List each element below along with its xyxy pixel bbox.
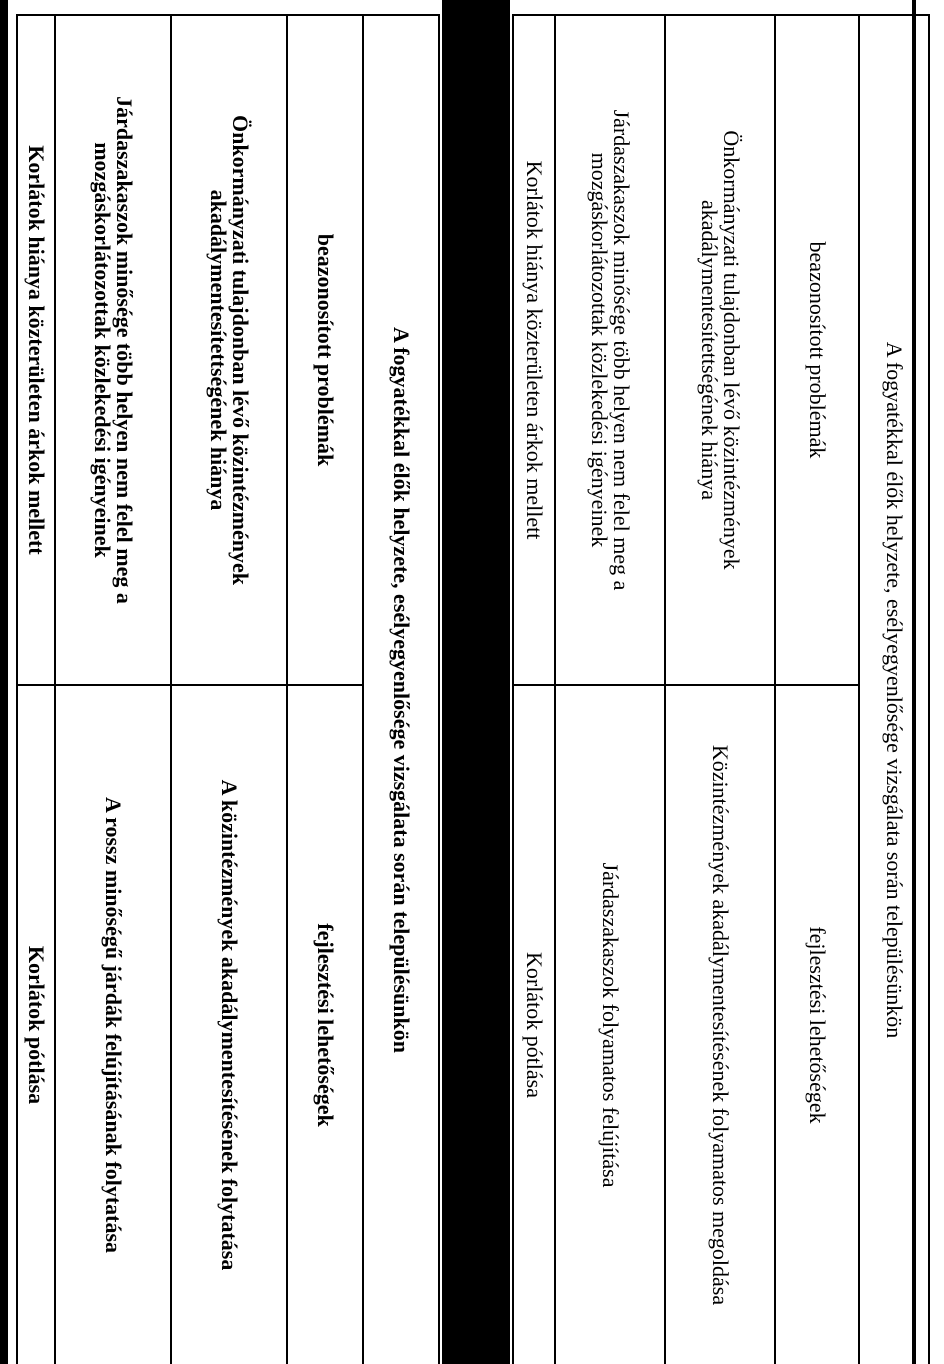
table-row (171, 15, 287, 1364)
table-bottom-header-options: fejlesztési lehetőségek (287, 685, 363, 1364)
table-top-row3-option: Korlátok pótlása (513, 685, 555, 1364)
table-bottom (16, 14, 440, 1364)
scan-dark-band (442, 0, 510, 1364)
table-top-title: A fogyatékkal élők helyzete, esélyegyenlősége vizsgálata során településünkön (859, 15, 929, 1364)
table-row (55, 15, 171, 1364)
table-row (555, 15, 665, 1364)
table-row (665, 15, 775, 1364)
table-top-row2-problem: Járdaszakaszok minősége több helyen nem felel meg a mozgáskorlátozottak közlekedési igényeinek (555, 15, 665, 685)
table-bottom-row1-option: A közintézmények akadálymentesítésének folytatása (171, 685, 287, 1364)
table-bottom-title: A fogyatékkal élők helyzete, esélyegyenlősége vizsgálata során településünkön (363, 15, 439, 1364)
table-bottom-row3-problem: Korlátok hiánya közterületen árkok mellett (17, 15, 55, 685)
table-top (512, 14, 930, 1364)
table-bottom-row2-option: A rossz minőségű járdák felújításának folytatása (55, 685, 171, 1364)
table-bottom-row1-problem: Önkormányzati tulajdonban lévő közintézmények akadálymentesítettségének hiánya (171, 15, 287, 685)
table-row (513, 15, 555, 1364)
table-top-header-problems: beazonosított problémák (775, 15, 859, 685)
table-top-row1-problem: Önkormányzati tulajdonban lévő közintézmények akadálymentesítettségének hiánya (665, 15, 775, 685)
table-bottom-row2-problem: Járdaszakaszok minősége több helyen nem felel meg a mozgáskorlátozottak közlekedési igényeinek (55, 15, 171, 685)
table-bottom-wrapper (16, 14, 440, 1364)
scan-edge-left (0, 0, 8, 1364)
table-row (17, 15, 55, 1364)
table-top-row3-problem: Korlátok hiánya közterületen árkok mellett (513, 15, 555, 685)
table-bottom-header-problems: beazonosított problémák (287, 15, 363, 685)
table-top-row1-option: Közintézmények akadálymentesítésének folyamatos megoldása (665, 685, 775, 1364)
table-bottom-row3-option: Korlátok pótlása (17, 685, 55, 1364)
table-top-header-options: fejlesztési lehetőségek (775, 685, 859, 1364)
table-top-wrapper (512, 14, 930, 1364)
table-top-row2-option: Járdaszakaszok folyamatos felújítása (555, 685, 665, 1364)
